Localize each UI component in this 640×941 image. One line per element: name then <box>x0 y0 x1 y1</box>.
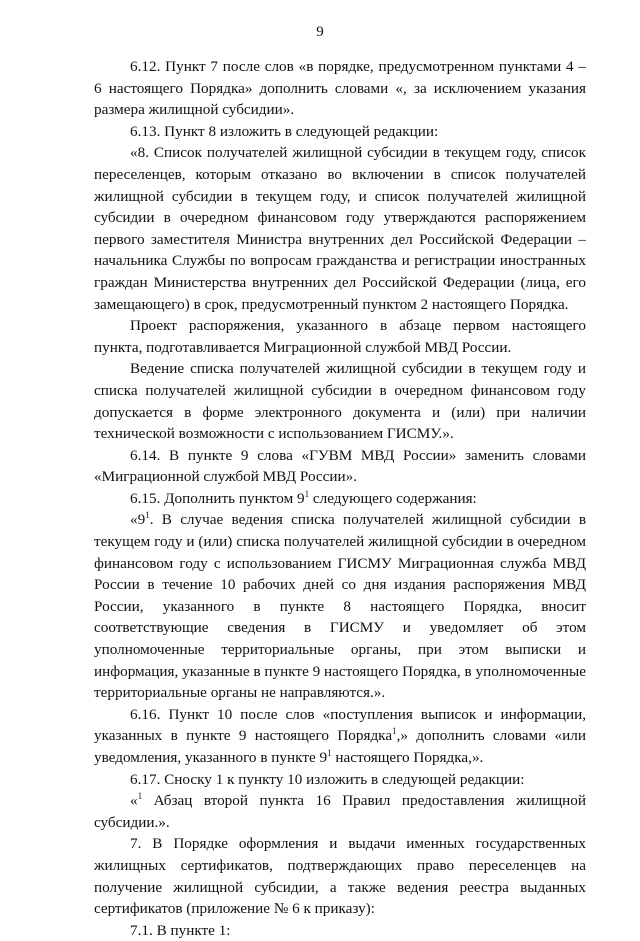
paragraph-6-13: 6.13. Пункт 8 изложить в следующей редакции: <box>130 122 439 140</box>
paragraph-6-17: 6.17. Сноску 1 к пункту 10 изложить в следующей редакции: <box>130 770 525 788</box>
paragraph-8-text: «8. Список получателей жилищной субсидии в текущем году, список переселенцев, которым отказано во включении в список получателей жилищной субсидии в текущем году, и список получателей жилищной субсидии в очередном финансовом году утверждаются распоряжением первого заместителя Министра внутренних дел Российской Федерации – начальника Службы по вопросам гражданства и регистрации иностранных граждан Министерства внутренних дел Российской Федерации (лица, его замещающего) в срок, предусмотренный пунктом 2 настоящего Порядка. <box>94 144 586 313</box>
paragraph-6-15: 6.15. Дополнить пунктом $9^1$ следующего содержания: <box>130 488 477 507</box>
paragraph-9-1-text: «$9^1$. В случае ведения списка получателей жилищной субсидии в текущем году и (или) списка получателей жилищной субсидии в очередном финансовом году с использованием ГИСМУ Миграционная служба МВД России в течение 10 рабочих дней со дня издания распоряжения МВД России, указанного в пункте 8 настоящего Порядка, вносит соответствующие сведения в ГИСМУ и уведомляет об этом уполномоченные территориальные органы, при этом выписки и информация, указанные в пункте 9 настоящего Порядка, в уполномоченные территориальные органы не направляются.». <box>94 510 586 702</box>
superscript: 1 <box>145 510 150 521</box>
paragraph-6-14: 6.14. В пункте 9 слова «ГУВМ МВД России» заменить словами «Миграционной службой МВД России». <box>94 446 586 486</box>
paragraph-draft-order: Проект распоряжения, указанного в абзаце первом настоящего пункта, подготавливается Миграционной службой МВД России. <box>94 317 586 356</box>
paragraph-6-16: 6.16. Пункт 10 после слов «поступления выписок и информации, указанных в пункте 9 настоящего Порядка$^1$,» дополнить словами «или уведомления, указанного в пункте $9^1$ настоящего Порядка,». <box>94 705 586 766</box>
superscript: 1 <box>392 726 397 737</box>
paragraph-7: 7. В Порядке оформления и выдачи именных государственных жилищных сертификатов, подтверждающих право переселенцев на получение жилищной субсидии, а также ведения реестра выданных сертификатов (приложение № 6 к приказу): <box>94 835 586 918</box>
superscript: 1 <box>304 488 310 499</box>
superscript: 1 <box>137 791 143 802</box>
paragraph-6-12: 6.12. Пункт 7 после слов «в порядке, предусмотренном пунктами 4 – 6 настоящего Порядка» дополнить словами «, за исключением указания размера жилищной субсидии». <box>94 58 586 119</box>
document-body <box>94 56 586 941</box>
paragraph-7-1: 7.1. В пункте 1: <box>130 921 231 939</box>
page-number: 9 <box>316 24 324 40</box>
paragraph-list-keeping: Ведение списка получателей жилищной субсидии в текущем году и списка получателей жилищной субсидии в очередном финансовом году допускается в форме электронного документа и (или) при наличии технической возможности с использованием ГИСМУ.». <box>94 360 586 443</box>
superscript: 1 <box>327 748 332 758</box>
paragraph-footnote-text: «$^1$ Абзац второй пункта 16 Правил предоставления жилищной субсидии.». <box>94 791 586 831</box>
